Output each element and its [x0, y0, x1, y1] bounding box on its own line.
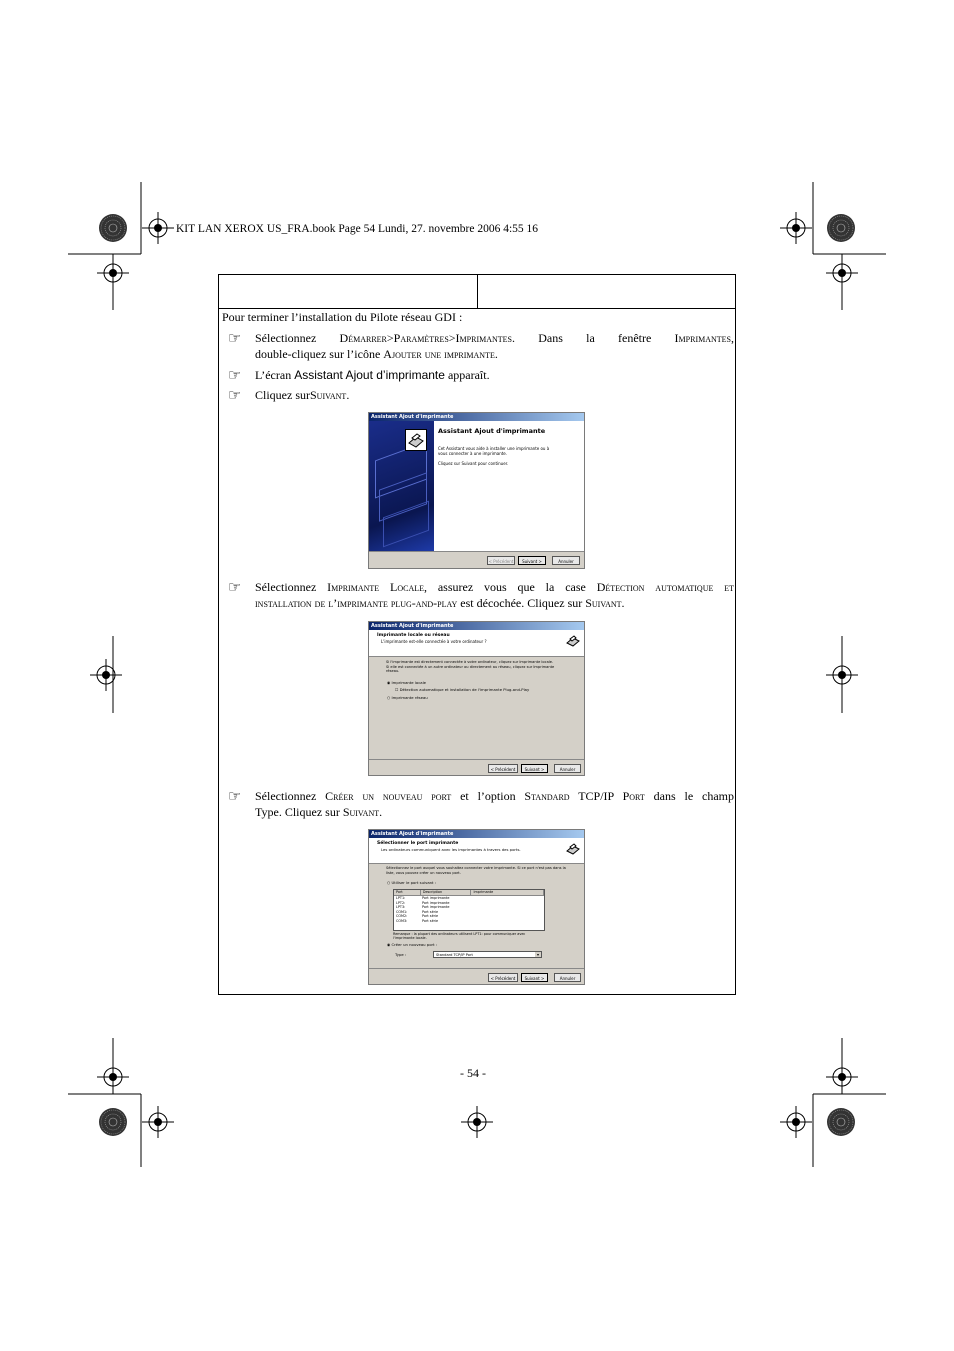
registration-mark-icon	[97, 257, 129, 289]
step-4-line-1: Sélectionnez Imprimante Locale, assurez vous que la case Détection automatique et	[255, 580, 734, 594]
step-5-line-1: Sélectionnez Créer un nouveau port et l’option Standard TCP/IP Port dans le champ	[255, 789, 734, 803]
registration-mark-icon	[826, 1061, 858, 1093]
wizard-heading: Sélectionner le port imprimante	[377, 841, 459, 846]
step-4-line-2: installation de l’imprimante plug-and-play est décochée. Cliquez sur Suivant.	[255, 596, 625, 610]
step-1-line-1: Sélectionnez Démarrer>Paramètres>Imprimantes. Dans la fenêtre Imprimantes,	[255, 331, 734, 345]
next-button[interactable]: Suivant >	[521, 973, 548, 982]
port-cell: LPT3:	[396, 905, 406, 909]
wizard-titlebar: Assistant Ajout d'imprimante	[369, 413, 585, 421]
color-bar-target-icon	[99, 214, 127, 242]
port-cell: LPT1:	[396, 896, 406, 900]
registration-mark-icon	[826, 659, 858, 691]
port-row[interactable]	[394, 919, 544, 924]
previous-button[interactable]: < Précédent	[488, 973, 518, 982]
cancel-button[interactable]: Annuler	[554, 764, 581, 773]
printer-icon	[405, 429, 427, 451]
wizard-titlebar: Assistant Ajout d'imprimante	[369, 622, 585, 630]
wizard-body: Si l'imprimante est directement connectée à votre ordinateur, cliquez sur Imprimante locale. Si elle est connectée à un autre ordinateur ou directement au réseau, cliquez sur Imprimante réseau.	[386, 660, 555, 674]
frame-header-row	[219, 275, 735, 309]
printer-icon	[565, 841, 581, 857]
wizard-body-1: Cet Assistant vous aide à installer une imprimante ou à vous connecter à une imprimante.	[438, 446, 550, 456]
step-1-line-2: double-cliquez sur l’icône Ajouter une imprimante.	[255, 347, 498, 361]
registration-mark-icon	[90, 659, 122, 691]
registration-mark-icon	[97, 1061, 129, 1093]
wizard-body: Sélectionnez le port auquel vous souhaitez connecter votre imprimante. Si ce port n'est pas dans la liste, vous pouvez créer un nouveau port.	[386, 866, 566, 875]
step-3-text: Cliquez surSuivant.	[255, 388, 350, 402]
wizard-subheading: Les ordinateurs communiquent avec les imprimantes à travers des ports.	[381, 847, 521, 852]
pointing-hand-icon: ☞	[228, 366, 242, 384]
port-cell: Port imprimante	[422, 896, 450, 900]
port-list[interactable]	[393, 889, 545, 931]
port-cell: Port série	[422, 909, 439, 914]
cancel-button[interactable]: Annuler	[552, 556, 580, 565]
port-cell: COM3:	[396, 918, 408, 923]
color-bar-target-icon	[827, 1108, 855, 1136]
cancel-button[interactable]: Annuler	[554, 973, 581, 982]
wizard-titlebar: Assistant Ajout d'imprimante	[369, 830, 585, 838]
color-bar-target-icon	[827, 214, 855, 242]
port-note: Remarque : la plupart des ordinateurs utilisent LPT1: pour communiquer avec l'imprimante locale.	[393, 932, 526, 941]
radio-network-printer[interactable]: ○ Imprimante réseau	[387, 695, 428, 700]
wizard-local-network-screenshot	[368, 621, 585, 776]
port-cell: Port imprimante	[422, 900, 450, 905]
port-cell	[470, 919, 542, 924]
port-column-header[interactable]: Port	[394, 890, 421, 895]
intro-text: Pour terminer l’installation du Pilote réseau GDI :	[222, 310, 463, 324]
step-5-line-2: Type. Cliquez sur Suivant.	[255, 805, 383, 819]
port-column-header[interactable]: Description	[421, 890, 472, 895]
printer-icon	[565, 633, 581, 649]
registration-mark-icon	[461, 1106, 493, 1138]
wizard-heading: Imprimante locale ou réseau	[377, 633, 450, 638]
previous-button[interactable]: < Précédent	[487, 556, 515, 565]
port-cell: COM1:	[396, 909, 408, 914]
radio-create-new-port[interactable]: ◉ Créer un nouveau port :	[387, 942, 438, 947]
next-button[interactable]: Suivant >	[518, 556, 546, 565]
port-cell: COM2:	[396, 914, 408, 918]
pointing-hand-icon: ☞	[228, 329, 242, 347]
radio-local-printer[interactable]: ◉ Imprimante locale	[387, 680, 427, 685]
wizard-subheading: L'imprimante est-elle connectée à votre ordinateur ?	[381, 639, 487, 644]
port-cell: Port série	[422, 918, 439, 923]
step-2-text: L’écran Assistant Ajout d’imprimante apparaît.	[255, 368, 490, 382]
previous-button[interactable]: < Précédent	[488, 764, 518, 773]
wizard-body-2: Cliquez sur Suivant pour continuer.	[438, 461, 509, 466]
port-type-select[interactable]: Standard TCP/IP Port ▾	[433, 951, 542, 958]
wizard-heading: Assistant Ajout d'imprimante	[438, 427, 546, 435]
registration-mark-icon	[780, 212, 812, 244]
page-number: - 54 -	[460, 1066, 486, 1080]
wizard-welcome-screenshot	[368, 412, 585, 569]
port-cell: Port imprimante	[422, 905, 450, 909]
registration-mark-icon	[826, 257, 858, 289]
port-cell: LPT2:	[396, 900, 406, 905]
type-label: Type :	[395, 952, 407, 957]
registration-mark-icon	[142, 212, 174, 244]
next-button[interactable]: Suivant >	[521, 764, 548, 773]
color-bar-target-icon	[99, 1108, 127, 1136]
wizard-select-port-screenshot	[368, 829, 585, 985]
checkbox-plug-and-play[interactable]: ☐ Détection automatique et installation de l'imprimante Plug-and-Play	[395, 687, 530, 692]
port-column-header[interactable]: Imprimante	[471, 890, 544, 895]
pointing-hand-icon: ☞	[228, 386, 242, 404]
chevron-down-icon[interactable]: ▾	[536, 952, 539, 957]
file-info-header: KIT LAN XEROX US_FRA.book Page 54 Lundi, 27. novembre 2006 4:55 16	[176, 223, 539, 235]
pointing-hand-icon: ☞	[228, 787, 242, 805]
port-cell: Port série	[422, 914, 439, 918]
pointing-hand-icon: ☞	[228, 578, 242, 596]
registration-mark-icon	[780, 1106, 812, 1138]
registration-mark-icon	[142, 1106, 174, 1138]
radio-use-existing-port[interactable]: ○ Utiliser le port suivant :	[387, 880, 437, 885]
